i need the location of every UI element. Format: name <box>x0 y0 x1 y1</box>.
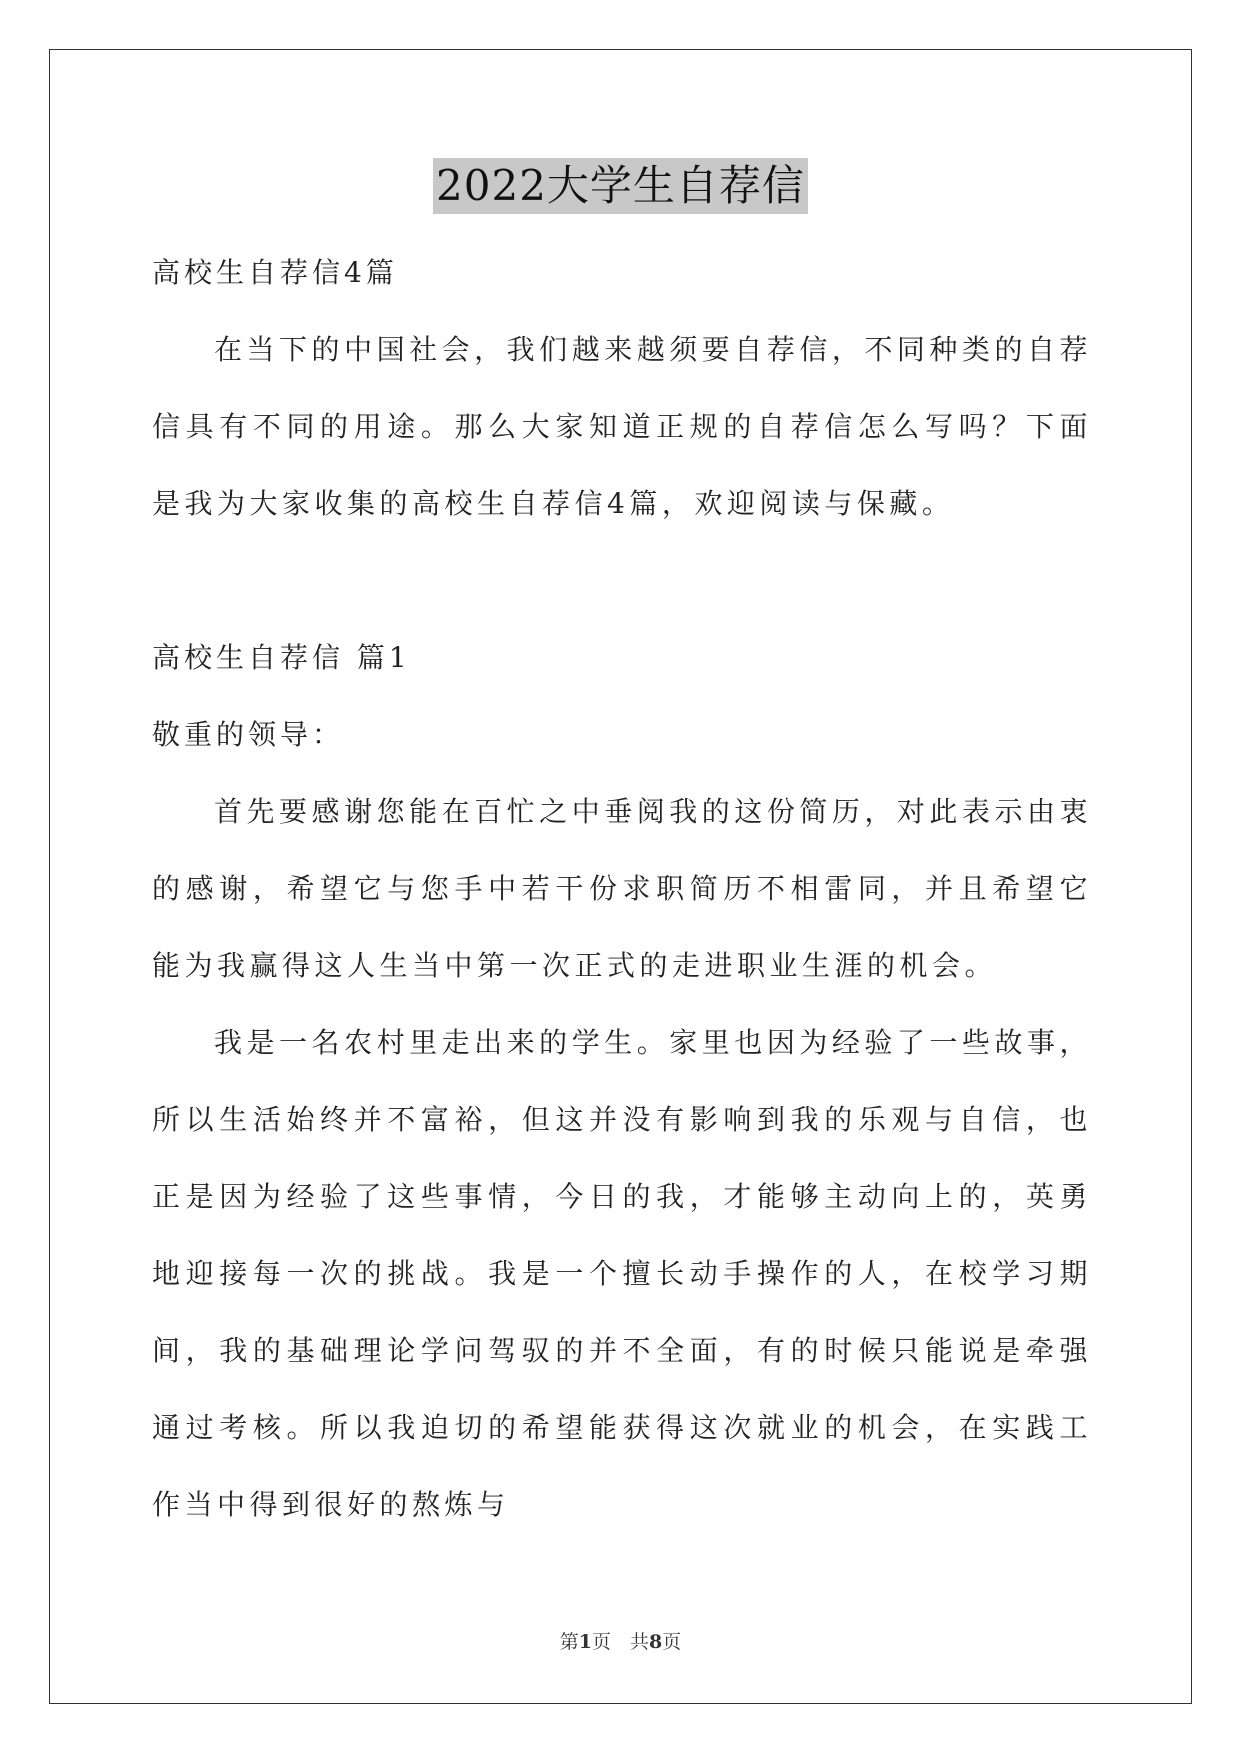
footer-total-pages: 8 <box>649 1631 663 1653</box>
document-title: 2022大学生自荐信 <box>433 158 808 214</box>
footer-prefix: 第 <box>559 1631 579 1653</box>
body-paragraph-1: 首先要感谢您能在百忙之中垂阅我的这份简历，对此表示由衷的感谢，希望它与您手中若干份求职简历不相雷同，并且希望它能为我赢得这人生当中第一次正式的走进职业生涯的机会。 <box>152 795 1092 982</box>
body-paragraph-2: 我是一名农村里走出来的学生。家里也因为经验了一些故事，所以生活始终并不富裕，但这并没有影响到我的乐观与自信，也正是因为经验了这些事情，今日的我，才能够主动向上的，英勇地迎接每一次的挑战。我是一个擅长动手操作的人，在校学习期间，我的基础理论学问驾驭的并不全面，有的时候只能说是牵强通过考核。所以我迫切的希望能获得这次就业的机会，在实践工作当中得到很好的熬炼与 <box>152 1026 1092 1521</box>
title-container <box>0 158 1241 214</box>
document-body <box>152 234 1092 1543</box>
salutation: 敬重的领导： <box>152 718 345 751</box>
page-footer <box>0 1630 1241 1654</box>
footer-mid: 页 共 <box>591 1631 649 1653</box>
document-subtitle: 高校生自荐信4篇 <box>152 256 398 289</box>
footer-page-number: 1 <box>578 1631 592 1653</box>
section-spacer <box>152 542 1092 619</box>
section-heading: 高校生自荐信 篇1 <box>152 641 411 674</box>
footer-suffix: 页 <box>662 1631 682 1653</box>
intro-paragraph: 在当下的中国社会，我们越来越须要自荐信，不同种类的自荐信具有不同的用途。那么大家知道正规的自荐信怎么写吗？下面是我为大家收集的高校生自荐信4篇，欢迎阅读与保藏。 <box>152 333 1092 520</box>
